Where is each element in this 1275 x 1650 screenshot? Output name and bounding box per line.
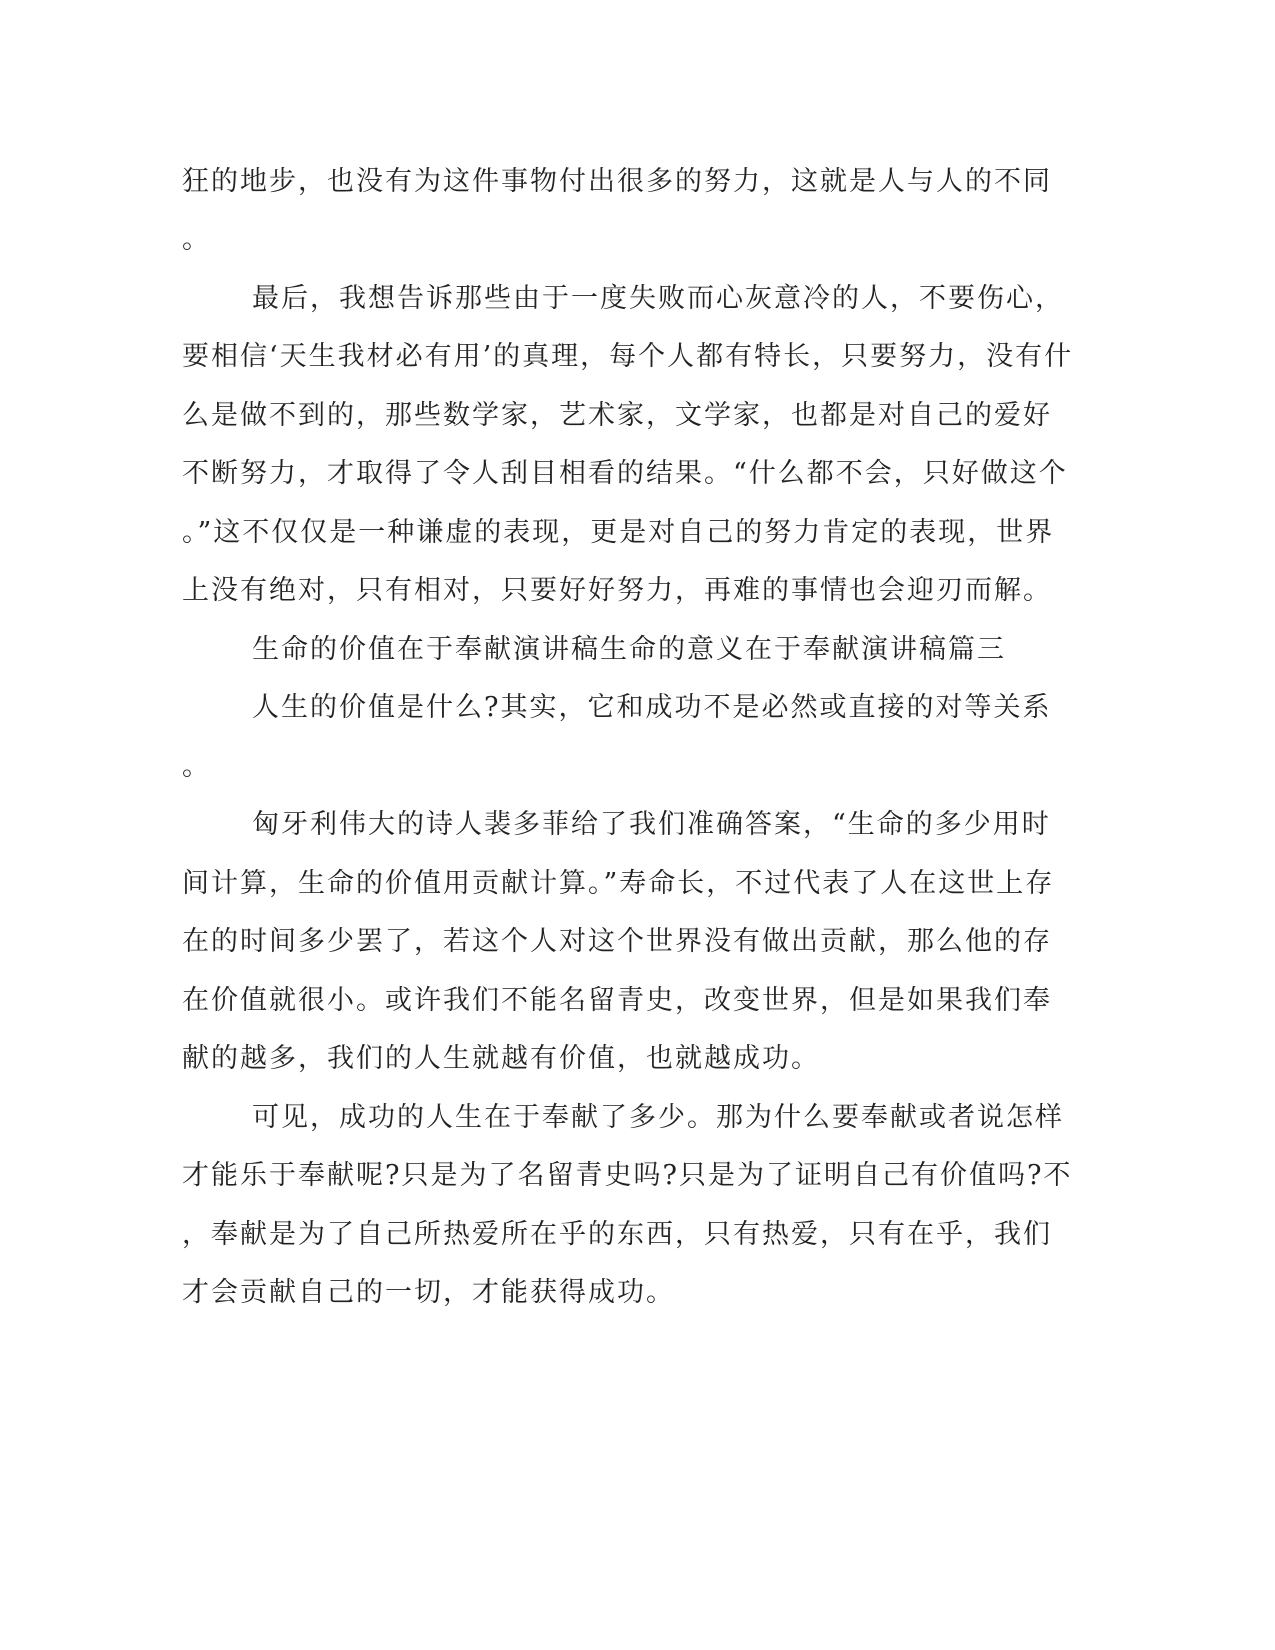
paragraph-start-line: 最后，我想告诉那些由于一度失败而心灰意冷的人，不要伤心，: [252, 283, 1064, 314]
text-line: 献的越多，我们的人生就越有价值，也就越成功。: [182, 1043, 820, 1074]
paragraph-start-line: 人生的价值是什么?其实，它和成功不是必然或直接的对等关系: [252, 692, 1052, 723]
text-line: 才会贡献自己的一切，才能获得成功。: [182, 1277, 675, 1308]
text-line: 。: [182, 751, 211, 782]
text-line: 间计算，生命的价值用贡献计算。”寿命长，不过代表了人在这世上存: [182, 868, 1055, 899]
text-line: 上没有绝对，只有相对，只要好好努力，再难的事情也会迎刃而解。: [182, 575, 1052, 606]
text-line: 不断努力，才取得了令人刮目相看的结果。“什么都不会，只好做这个: [182, 458, 1068, 489]
text-line: 狂的地步，也没有为这件事物付出很多的努力，这就是人与人的不同: [182, 166, 1052, 197]
text-line: 么是做不到的，那些数学家，艺术家，文学家，也都是对自己的爱好: [182, 400, 1052, 431]
paragraph-start-line: 匈牙利伟大的诗人裴多菲给了我们准确答案，“生命的多少用时: [252, 809, 1051, 840]
text-line: 。: [182, 224, 211, 255]
text-line: 要相信‘天生我材必有用’的真理，每个人都有特长，只要努力，没有什: [182, 341, 1074, 372]
text-line: 。”这不仅仅是一种谦虚的表现，更是对自己的努力肯定的表现，世界: [182, 517, 1055, 548]
text-line: 才能乐于奉献呢?只是为了名留青史吗?只是为了证明自己有价值吗?不: [182, 1160, 1073, 1191]
text-line: 在的时间多少罢了，若这个人对这个世界没有做出贡献，那么他的存: [182, 926, 1052, 957]
text-line: 在价值就很小。或许我们不能名留青史，改变世界，但是如果我们奉: [182, 985, 1052, 1016]
section-heading: 生命的价值在于奉献演讲稿生命的意义在于奉献演讲稿篇三: [252, 634, 1006, 665]
text-line: ，奉献是为了自己所热爱所在乎的东西，只有热爱，只有在乎，我们: [182, 1219, 1052, 1250]
paragraph-start-line: 可见，成功的人生在于奉献了多少。那为什么要奉献或者说怎样: [252, 1102, 1064, 1133]
